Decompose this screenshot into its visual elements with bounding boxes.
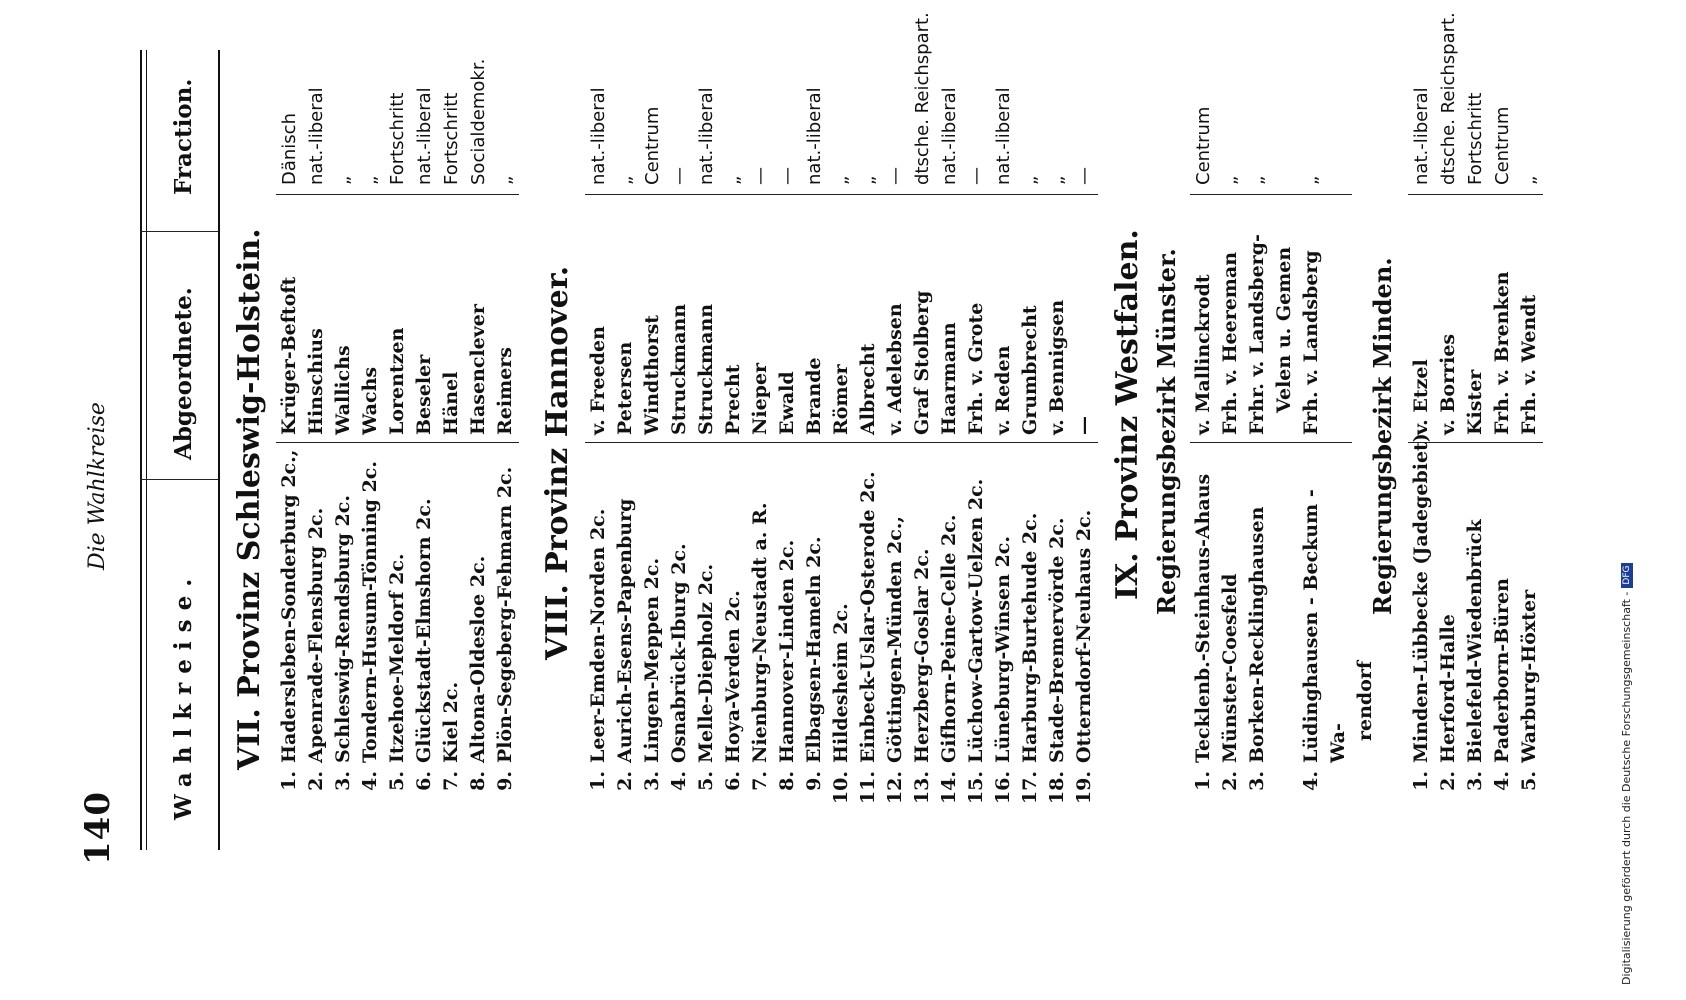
row-number: 1. bbox=[587, 771, 609, 791]
district-name: Osnabrück-Iburg 2c. bbox=[668, 543, 690, 763]
table-row bbox=[747, 25, 774, 805]
row-number: 1. bbox=[1410, 771, 1432, 791]
column-separator bbox=[585, 442, 1098, 443]
column-separator bbox=[585, 194, 1098, 195]
table-row bbox=[492, 25, 519, 805]
district-cell bbox=[330, 445, 357, 763]
deputy-cell bbox=[411, 197, 438, 445]
deputy-cell bbox=[801, 197, 828, 445]
section-table bbox=[585, 12, 1098, 805]
row-number: 15. bbox=[965, 771, 987, 805]
deputy-name: v. Adelebsen bbox=[884, 303, 906, 435]
faction-cell: „ bbox=[615, 175, 636, 185]
faction-cell: Dänisch bbox=[279, 113, 300, 185]
district-name: Hoya-Verden 2c. bbox=[722, 590, 744, 763]
table-row bbox=[828, 25, 855, 805]
district-cell bbox=[639, 445, 666, 763]
row-number: 2. bbox=[305, 771, 327, 791]
section-table bbox=[1190, 25, 1376, 805]
table-row bbox=[303, 25, 330, 805]
digitization-note: Digitalisierung gefördert durch die Deutsche Forschungsgemeinschaft -DFG bbox=[1620, 563, 1633, 985]
section-title: VIII. Provinz Hannover. bbox=[540, 265, 575, 660]
district-name: Herford-Halle bbox=[1437, 614, 1459, 763]
row-number: 13. bbox=[911, 771, 933, 805]
deputy-name: Haarmann bbox=[938, 322, 960, 435]
section-table bbox=[276, 25, 519, 805]
column-separator bbox=[276, 194, 519, 195]
district-cell bbox=[585, 445, 612, 763]
faction-cell: Fortschritt bbox=[1465, 92, 1486, 185]
table-row bbox=[1435, 12, 1462, 805]
row-number: 4. bbox=[359, 771, 381, 791]
district-cell bbox=[1044, 445, 1071, 763]
district-name: Schleswig-Rendsburg 2c. bbox=[332, 495, 354, 763]
faction-cell: „ bbox=[360, 175, 381, 185]
district-name: Warburg-Höxter bbox=[1518, 589, 1540, 763]
faction-cell: — bbox=[669, 167, 690, 185]
row-number: 6. bbox=[722, 771, 744, 791]
table-row bbox=[465, 25, 492, 805]
deputy-cell bbox=[1217, 197, 1244, 445]
district-cell bbox=[1462, 445, 1489, 763]
table-row bbox=[1489, 25, 1516, 805]
deputy-name: Lorentzen bbox=[386, 327, 408, 435]
table-row bbox=[639, 25, 666, 805]
page-number: 140 bbox=[78, 791, 118, 865]
deputy-cell bbox=[612, 197, 639, 445]
deputy-cell bbox=[774, 197, 801, 445]
row-number: 4. bbox=[1300, 771, 1322, 791]
section-title: Regierungsbezirk Minden. bbox=[1368, 257, 1397, 615]
deputy-cell bbox=[666, 197, 693, 445]
row-number: 16. bbox=[992, 771, 1014, 805]
table-row bbox=[693, 25, 720, 805]
district-name: Münster-Coesfeld bbox=[1219, 573, 1241, 763]
faction-cell: — bbox=[966, 167, 987, 185]
deputy-cell bbox=[1017, 197, 1044, 445]
deputy-cell bbox=[465, 197, 492, 445]
deputy-name: Hänel bbox=[440, 371, 462, 435]
district-cell bbox=[855, 445, 882, 763]
row-number: 3. bbox=[1464, 771, 1486, 791]
deputy-cell bbox=[492, 197, 519, 445]
district-cell bbox=[1190, 445, 1217, 763]
district-name: Harburg-Burtehude 2c. bbox=[1019, 512, 1041, 763]
deputy-cell bbox=[693, 197, 720, 445]
table-row bbox=[882, 25, 909, 805]
faction-cell: „ bbox=[831, 175, 852, 185]
faction-cell: nat.-liberal bbox=[804, 87, 825, 185]
row-number: 6. bbox=[413, 771, 435, 791]
deputy-name: Beseler bbox=[413, 354, 435, 435]
row-number: 1. bbox=[278, 771, 300, 791]
district-cell bbox=[411, 445, 438, 763]
table-row bbox=[411, 25, 438, 805]
district-cell bbox=[1408, 433, 1435, 763]
faction-cell: dtsche. Reichspart. bbox=[912, 12, 933, 185]
table-row bbox=[774, 25, 801, 805]
deputy-name: Reimers bbox=[494, 347, 516, 435]
district-cell bbox=[882, 445, 909, 763]
deputy-name: Hinschius bbox=[305, 328, 327, 435]
district-name: Melle-Diepholz 2c. bbox=[695, 563, 717, 763]
faction-cell: Centrum bbox=[642, 106, 663, 185]
row-number: 11. bbox=[857, 771, 879, 805]
district-cell bbox=[990, 445, 1017, 763]
deputy-cell bbox=[1516, 197, 1543, 445]
deputy-cell bbox=[639, 197, 666, 445]
table-row bbox=[1516, 25, 1543, 805]
faction-cell: nat.-liberal bbox=[1411, 87, 1432, 185]
district-cell bbox=[438, 445, 465, 763]
column-separator bbox=[1408, 442, 1543, 443]
deputy-name: v. Borries bbox=[1437, 333, 1459, 435]
deputy-name: Frh. v. Landsberg bbox=[1300, 250, 1322, 435]
row-number: 12. bbox=[884, 771, 906, 805]
deputy-name: Struckmann bbox=[668, 303, 690, 435]
district-name: Stade-Bremervörde 2c. bbox=[1046, 517, 1068, 763]
deputy-name: Ewald bbox=[776, 371, 798, 435]
district-cell bbox=[276, 445, 303, 763]
column-separator bbox=[1190, 194, 1352, 195]
district-name: Einbeck-Uslar-Osterode 2c. bbox=[857, 471, 879, 763]
district-name: Bielefeld-Wiedenbrück bbox=[1464, 519, 1486, 763]
district-name: Elbagsen-Hameln 2c. bbox=[803, 536, 825, 763]
district-cell bbox=[720, 445, 747, 763]
running-title: Die Wahlkreise bbox=[85, 402, 110, 570]
row-number: 2. bbox=[1437, 771, 1459, 791]
district-name: Herzberg-Goslar 2c. bbox=[911, 548, 933, 763]
row-number: 2. bbox=[1219, 771, 1241, 791]
row-number: 3. bbox=[641, 771, 663, 791]
row-number: 3. bbox=[1246, 771, 1268, 791]
district-name: Göttingen-Münden 2c., bbox=[884, 515, 906, 763]
deputy-name: Precht bbox=[722, 364, 744, 435]
district-name: Hadersleben-Sonderburg 2c., bbox=[278, 449, 300, 763]
district-cell bbox=[963, 445, 990, 763]
table-row bbox=[357, 25, 384, 805]
faction-cell: „ bbox=[723, 175, 744, 185]
district-name: Otterndorf-Neuhaus 2c. bbox=[1073, 509, 1095, 763]
faction-cell: dtsche. Reichspart. bbox=[1438, 12, 1459, 185]
row-number: 5. bbox=[386, 771, 408, 791]
district-name: Leer-Emden-Norden 2c. bbox=[587, 508, 609, 763]
district-cell bbox=[1244, 445, 1298, 763]
deputy-name: Frh. v. Heereman bbox=[1219, 251, 1241, 435]
district-name: Paderborn-Büren bbox=[1491, 578, 1513, 763]
table-row bbox=[1408, 25, 1435, 805]
deputy-name: v. Freeden bbox=[587, 326, 609, 435]
deputy-name: Wachs bbox=[359, 366, 381, 435]
district-cell bbox=[357, 445, 384, 763]
table-row bbox=[963, 25, 990, 805]
deputy-name: Kister bbox=[1464, 369, 1486, 435]
district-cell bbox=[465, 445, 492, 763]
district-cell bbox=[1071, 445, 1098, 763]
column-separator bbox=[276, 442, 519, 443]
district-cell bbox=[1435, 445, 1462, 763]
top-rule bbox=[140, 50, 147, 850]
dfg-logo-icon: DFG bbox=[1621, 563, 1633, 588]
deputy-cell bbox=[1408, 197, 1435, 445]
deputy-cell bbox=[1044, 197, 1071, 445]
column-header-deputy: Abgeordnete. bbox=[170, 287, 197, 460]
row-number: 10. bbox=[830, 771, 852, 805]
faction-cell: nat.-liberal bbox=[306, 87, 327, 185]
district-cell bbox=[612, 445, 639, 763]
district-cell bbox=[1017, 445, 1044, 763]
district-name: Lüdinghausen - Beckum - Wa- bbox=[1300, 489, 1349, 763]
table-row bbox=[438, 25, 465, 805]
row-number: 5. bbox=[695, 771, 717, 791]
section-title: VII. Provinz Schleswig-Holstein. bbox=[232, 228, 267, 770]
deputy-name: Brande bbox=[803, 357, 825, 435]
faction-cell: Centrum bbox=[1193, 106, 1214, 185]
district-cell bbox=[492, 445, 519, 763]
deputy-cell bbox=[720, 197, 747, 445]
column-separator bbox=[1190, 442, 1352, 443]
district-cell bbox=[774, 445, 801, 763]
deputy-name: Graf Stolberg bbox=[911, 290, 933, 435]
table-row bbox=[1217, 25, 1244, 805]
table-row bbox=[330, 25, 357, 805]
district-cell bbox=[1489, 445, 1516, 763]
faction-cell: nat.-liberal bbox=[939, 87, 960, 185]
row-number: 7. bbox=[749, 771, 771, 791]
table-row bbox=[1244, 25, 1298, 805]
faction-cell: Centrum bbox=[1492, 106, 1513, 185]
table-row bbox=[990, 25, 1017, 805]
table-row bbox=[1462, 25, 1489, 805]
column-header-district: Wahlkreise. bbox=[170, 569, 197, 820]
row-number: 14. bbox=[938, 771, 960, 805]
faction-cell: Fortschritt bbox=[441, 92, 462, 185]
row-number: 19. bbox=[1073, 771, 1095, 805]
district-cell bbox=[1516, 445, 1543, 763]
district-name: Nienburg-Neustadt a. R. bbox=[749, 502, 771, 763]
faction-cell: nat.-liberal bbox=[696, 87, 717, 185]
deputy-name: Frh. v. Wendt bbox=[1518, 294, 1540, 435]
row-number: 9. bbox=[803, 771, 825, 791]
column-separator bbox=[1408, 194, 1543, 195]
deputy-name: Frh. v. Brenken bbox=[1491, 271, 1513, 435]
deputy-cell bbox=[747, 197, 774, 445]
row-number: 8. bbox=[776, 771, 798, 791]
deputy-cell bbox=[303, 197, 330, 445]
faction-cell: „ bbox=[1519, 175, 1540, 185]
deputy-cell bbox=[357, 197, 384, 445]
deputy-cell bbox=[1489, 197, 1516, 445]
deputy-name: Wallichs bbox=[332, 345, 354, 435]
district-name: Kiel 2c. bbox=[440, 681, 462, 763]
district-name: Plön-Segeberg-Fehmarn 2c. bbox=[494, 466, 516, 763]
deputy-name: Hasenclever bbox=[467, 304, 489, 435]
row-number: 8. bbox=[467, 771, 489, 791]
district-name: Gifhorn-Peine-Celle 2c. bbox=[938, 514, 960, 763]
district-name: Minden-Lübbecke (Jadegebiet) bbox=[1410, 433, 1432, 763]
deputy-name: Windthorst bbox=[641, 314, 663, 435]
faction-cell: „ bbox=[1247, 175, 1268, 185]
deputy-cell bbox=[276, 197, 303, 445]
faction-cell: „ bbox=[495, 175, 516, 185]
deputy-cell bbox=[909, 197, 936, 445]
district-cell bbox=[828, 445, 855, 763]
row-number: 3. bbox=[332, 771, 354, 791]
deputy-cell bbox=[384, 197, 411, 445]
district-cell bbox=[693, 445, 720, 763]
deputy-name: — bbox=[1073, 416, 1095, 435]
faction-cell: „ bbox=[1020, 175, 1041, 185]
table-row bbox=[1044, 25, 1071, 805]
deputy-cell bbox=[1435, 197, 1462, 445]
column-header-faction: Fraction. bbox=[170, 78, 197, 195]
district-name: Tondern-Husum-Tönning 2c. bbox=[359, 461, 381, 763]
deputy-name-continued: Velen u. Gemen bbox=[1273, 246, 1295, 413]
district-cell bbox=[1298, 445, 1376, 763]
district-name: Lüneburg-Winsen 2c. bbox=[992, 536, 1014, 763]
district-name: Itzehoe-Meldorf 2c. bbox=[386, 553, 408, 763]
district-cell bbox=[936, 445, 963, 763]
deputy-cell bbox=[1462, 197, 1489, 445]
district-name: Lüchow-Gartow-Uelzen 2c. bbox=[965, 478, 987, 763]
deputy-name: Nieper bbox=[749, 362, 771, 435]
district-cell bbox=[747, 445, 774, 763]
table-row bbox=[855, 25, 882, 805]
district-name: Hannover-Linden 2c. bbox=[776, 539, 798, 763]
header-rule bbox=[218, 50, 220, 850]
deputy-cell bbox=[1244, 197, 1298, 445]
table-row bbox=[276, 25, 303, 805]
table-row bbox=[1071, 25, 1098, 805]
faction-cell: nat.-liberal bbox=[588, 87, 609, 185]
district-name-continued: rendorf bbox=[1354, 660, 1376, 741]
deputy-cell bbox=[963, 197, 990, 445]
faction-cell: „ bbox=[1220, 175, 1241, 185]
table-row bbox=[1190, 25, 1217, 805]
deputy-name: Römer bbox=[830, 364, 852, 435]
row-number: 4. bbox=[1491, 771, 1513, 791]
deputy-name: v. Etzel bbox=[1410, 359, 1432, 435]
deputy-cell bbox=[438, 197, 465, 445]
district-name: Altona-Oldesloe 2c. bbox=[467, 555, 489, 763]
district-cell bbox=[303, 445, 330, 763]
section-table bbox=[1408, 12, 1543, 805]
district-name: Borken-Recklinghausen bbox=[1246, 506, 1268, 763]
table-row bbox=[801, 25, 828, 805]
faction-cell: — bbox=[750, 167, 771, 185]
district-cell bbox=[909, 445, 936, 763]
section-title: IX. Provinz Westfalen. bbox=[1110, 229, 1145, 600]
deputy-cell bbox=[882, 197, 909, 445]
faction-cell: „ bbox=[1047, 175, 1068, 185]
deputy-name: Struckmann bbox=[695, 303, 717, 435]
district-cell bbox=[1217, 445, 1244, 763]
faction-cell: — bbox=[885, 167, 906, 185]
faction-cell: nat.-liberal bbox=[993, 87, 1014, 185]
row-number: 18. bbox=[1046, 771, 1068, 805]
deputy-cell bbox=[936, 197, 963, 445]
faction-cell: Fortschritt bbox=[387, 92, 408, 185]
faction-cell: Socialdemokr. bbox=[468, 58, 489, 185]
district-name: Hildesheim 2c. bbox=[830, 603, 852, 763]
table-row bbox=[936, 25, 963, 805]
deputy-cell bbox=[330, 197, 357, 445]
deputy-cell bbox=[1298, 197, 1352, 445]
header-separator bbox=[140, 231, 218, 232]
district-name: Glückstadt-Elmshorn 2c. bbox=[413, 498, 435, 763]
district-name: Apenrade-Flensburg 2c. bbox=[305, 507, 327, 763]
table-row bbox=[1298, 25, 1376, 805]
deputy-name: v. Mallinckrodt bbox=[1192, 274, 1214, 435]
faction-cell: — bbox=[777, 167, 798, 185]
deputy-name: Albrecht bbox=[857, 343, 879, 435]
row-number: 7. bbox=[440, 771, 462, 791]
faction-cell: „ bbox=[858, 175, 879, 185]
table-row bbox=[666, 25, 693, 805]
district-name: Aurich-Esens-Papenburg bbox=[614, 498, 636, 763]
faction-cell: „ bbox=[1301, 175, 1322, 185]
row-number: 4. bbox=[668, 771, 690, 791]
district-cell bbox=[801, 445, 828, 763]
row-number: 5. bbox=[1518, 771, 1540, 791]
deputy-cell bbox=[828, 197, 855, 445]
deputy-cell bbox=[1190, 197, 1217, 445]
faction-cell: „ bbox=[333, 175, 354, 185]
deputy-name: Petersen bbox=[614, 341, 636, 435]
district-name: Tecklenb.-Steinhaus-Ahaus bbox=[1192, 473, 1214, 763]
deputy-name: v. Reden bbox=[992, 345, 1014, 435]
deputy-name: Frh. v. Grote bbox=[965, 302, 987, 435]
deputy-name: v. Bennigsen bbox=[1046, 299, 1068, 435]
deputy-cell bbox=[585, 197, 612, 445]
table-row bbox=[909, 12, 936, 805]
deputy-cell bbox=[1071, 197, 1098, 445]
table-row bbox=[1017, 25, 1044, 805]
table-row bbox=[384, 25, 411, 805]
row-number: 2. bbox=[614, 771, 636, 791]
row-number: 1. bbox=[1192, 771, 1214, 791]
deputy-cell bbox=[855, 197, 882, 445]
table-row bbox=[720, 25, 747, 805]
row-number: 17. bbox=[1019, 771, 1041, 805]
deputy-name: Grumbrecht bbox=[1019, 305, 1041, 435]
section-subtitle: Regierungsbezirk Münster. bbox=[1152, 248, 1181, 615]
district-cell bbox=[384, 445, 411, 763]
deputy-name: Frhr. v. Landsberg- bbox=[1246, 234, 1268, 435]
faction-cell: — bbox=[1074, 167, 1095, 185]
header-separator bbox=[140, 479, 218, 480]
deputy-cell bbox=[990, 197, 1017, 445]
table-row bbox=[612, 25, 639, 805]
district-cell bbox=[666, 445, 693, 763]
district-name: Lingen-Meppen 2c. bbox=[641, 557, 663, 763]
deputy-name: Krüger-Beftoft bbox=[278, 276, 300, 435]
row-number: 9. bbox=[494, 771, 516, 791]
faction-cell: nat.-liberal bbox=[414, 87, 435, 185]
table-row bbox=[585, 25, 612, 805]
